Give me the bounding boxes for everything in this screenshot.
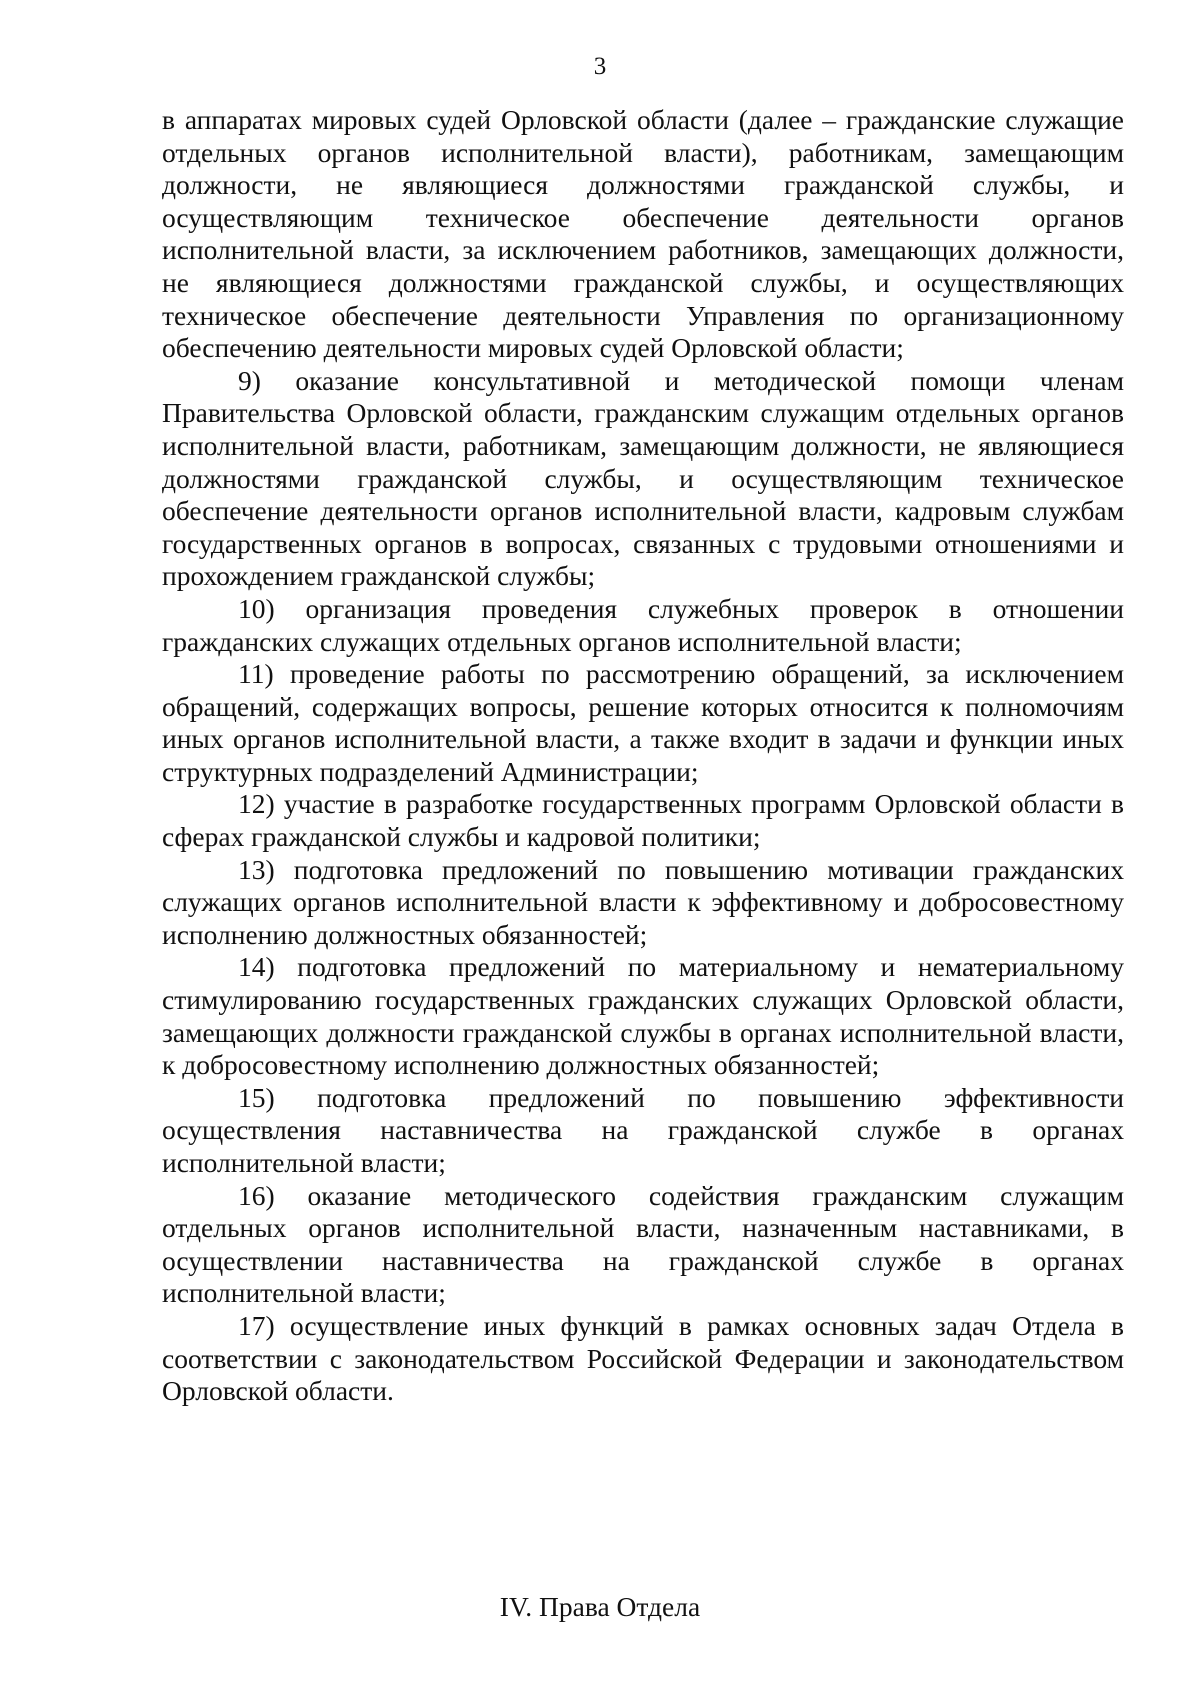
list-item-16: 16) оказание методического содействия гражданским служащим отдельных органов исполнительной власти, назначенным наставниками, в осуществлении наставничества на гражданской службе в органах исполнительной власти; [162, 1179, 1124, 1309]
list-item-17: 17) осуществление иных функций в рамках основных задач Отдела в соответствии с законодательством Российской Федерации и законодательством Орловской области. [162, 1309, 1124, 1407]
list-item-14: 14) подготовка предложений по материальному и нематериальному стимулированию государственных гражданских служащих Орловской области, замещающих должности гражданской службы в органах исполнительной власти, к добросовестному исполнению должностных обязанностей; [162, 951, 1124, 1081]
list-item-13: 13) подготовка предложений по повышению мотивации гражданских служащих органов исполнительной власти к эффективному и добросовестному исполнению должностных обязанностей; [162, 853, 1124, 950]
paragraph-continuation: в аппаратах мировых судей Орловской области (далее – гражданские служащие отдельных органов исполнительной власти), работникам, замещающим должности, не являющиеся должностями гражданской службы, и осуществляющим техническое обеспечение деятельности органов исполнительной власти, за исключением работников, замещающих должности, не являющиеся должностями гражданской службы, и осуществляющих техническое обеспечение деятельности Управления по организационному обеспечению деятельности мировых судей Орловской области; [162, 104, 1124, 364]
page-number: 3 [593, 53, 607, 80]
list-item-12: 12) участие в разработке государственных программ Орловской области в сферах гражданской службы и кадровой политики; [162, 788, 1124, 853]
list-item-10: 10) организация проведения служебных проверок в отношении гражданских служащих отдельных органов исполнительной власти; [162, 592, 1124, 657]
list-item-15: 15) подготовка предложений по повышению эффективности осуществления наставничества на гражданской службе в органах исполнительной власти; [162, 1081, 1124, 1178]
document-body [162, 104, 1124, 1408]
section-heading: IV. Права Отдела [499, 1591, 701, 1622]
list-item-11: 11) проведение работы по рассмотрению обращений, за исключением обращений, содержащих вопросы, решение которых относится к полномочиям иных органов исполнительной власти, а также входит в задачи и функции иных структурных подразделений Администрации; [162, 658, 1124, 787]
list-item-9: 9) оказание консультативной и методической помощи членам Правительства Орловской области, гражданским служащим отдельных органов исполнительной власти, работникам, замещающим должности, не являющиеся должностями гражданской службы, и осуществляющим техническое обеспечение деятельности органов исполнительной власти, кадровым службам государственных органов в вопросах, связанных с трудовыми отношениями и прохождением гражданской службы; [162, 364, 1124, 592]
